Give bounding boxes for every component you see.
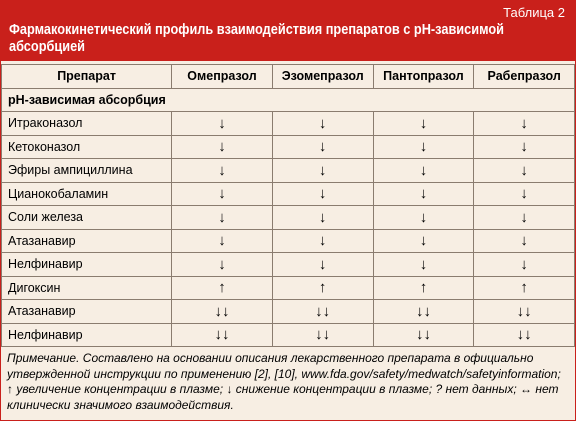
note-line2: утвержденной инструкции по применению [2], [10], www.fda.gov/safety/medwatch/safetyinformation; [7, 366, 561, 381]
table-title-line2: абсорбцией [9, 39, 86, 55]
interaction-cell: ↓ [272, 112, 373, 136]
interaction-table [1, 64, 575, 347]
drug-name-cell: Дигоксин [2, 276, 172, 300]
interaction-cell: ↓ [272, 135, 373, 159]
note-line1: Примечание. Составлено на основании описания лекарственного препарата в официально [7, 351, 534, 365]
column-header: Эзомепразол [272, 65, 373, 89]
interaction-cell: ↓ [172, 253, 273, 277]
note-line4: клинически значимого взаимодействия. [7, 397, 234, 412]
interaction-cell: ↓↓ [272, 323, 373, 347]
table-row [2, 182, 575, 206]
column-header: Препарат [2, 65, 172, 89]
table-row [2, 276, 575, 300]
table-row [2, 323, 575, 347]
drug-name-cell: Эфиры ампициллина [2, 159, 172, 183]
table-row [2, 300, 575, 324]
interaction-cell: ↑ [474, 276, 575, 300]
interaction-cell: ↓ [172, 206, 273, 230]
drug-name-cell: Соли железа [2, 206, 172, 230]
interaction-cell: ↓ [474, 182, 575, 206]
table-row [2, 229, 575, 253]
interaction-cell: ↓ [172, 112, 273, 136]
interaction-cell: ↓ [474, 112, 575, 136]
table-title-line1: Фармакокинетический профиль взаимодействия препаратов с pH-зависимой [9, 22, 504, 38]
table-title [9, 22, 504, 56]
interaction-cell: ↓ [474, 159, 575, 183]
drug-name-cell: Нелфинавир [2, 323, 172, 347]
interaction-cell: ↑ [373, 276, 474, 300]
drug-name-cell: Кетоконазол [2, 135, 172, 159]
interaction-cell: ↓ [373, 229, 474, 253]
column-header: Омепразол [172, 65, 273, 89]
interaction-cell: ↑ [272, 276, 373, 300]
drug-name-cell: Итраконазол [2, 112, 172, 136]
interaction-cell: ↓ [172, 135, 273, 159]
note-legend [7, 382, 567, 398]
interaction-cell: ↓↓ [373, 300, 474, 324]
table-number: Таблица 2 [503, 5, 565, 20]
drug-name-cell: Нелфинавир [2, 253, 172, 277]
table-note [7, 351, 567, 413]
interaction-cell: ↓↓ [474, 300, 575, 324]
column-header: Рабепразол [474, 65, 575, 89]
interaction-cell: ↓ [172, 229, 273, 253]
interaction-cell: ↓ [474, 253, 575, 277]
table-header-row [2, 65, 575, 89]
interaction-cell: ↓ [172, 182, 273, 206]
table-row [2, 112, 575, 136]
interaction-cell: ↑ [172, 276, 273, 300]
legend-up-text: увеличение концентрации в плазме; [13, 382, 227, 396]
drug-name-cell: Атазанавир [2, 300, 172, 324]
interaction-cell: ↓ [474, 135, 575, 159]
interaction-cell: ↓↓ [272, 300, 373, 324]
table-row [2, 159, 575, 183]
interaction-cell: ↓↓ [474, 323, 575, 347]
interaction-cell: ↓ [172, 159, 273, 183]
legend-down-text: снижение концентрации в плазме; ? нет данных; [232, 382, 520, 396]
drug-name-cell: Атазанавир [2, 229, 172, 253]
interaction-cell: ↓ [272, 182, 373, 206]
interaction-cell: ↓ [272, 229, 373, 253]
interaction-cell: ↓↓ [172, 323, 273, 347]
table-row [2, 206, 575, 230]
interaction-cell: ↓ [373, 182, 474, 206]
interaction-cell: ↓↓ [172, 300, 273, 324]
interaction-cell: ↓ [373, 112, 474, 136]
interaction-cell: ↓ [373, 135, 474, 159]
interaction-cell: ↓ [474, 206, 575, 230]
column-header: Пантопразол [373, 65, 474, 89]
down-arrow-icon: ↓ [226, 382, 233, 396]
table-header [1, 1, 575, 61]
table-row [2, 253, 575, 277]
section-row [2, 88, 575, 112]
interaction-cell: ↓ [272, 159, 373, 183]
interaction-cell: ↓ [373, 253, 474, 277]
interaction-cell: ↓ [474, 229, 575, 253]
section-label: pH-зависимая абсорбция [2, 88, 575, 112]
interaction-cell: ↓ [373, 159, 474, 183]
table-row [2, 135, 575, 159]
interaction-cell: ↓ [373, 206, 474, 230]
double-arrow-icon: ↔ [520, 382, 532, 396]
legend-none-text: нет [532, 382, 559, 396]
interaction-cell: ↓ [272, 206, 373, 230]
interaction-cell: ↓↓ [373, 323, 474, 347]
interaction-cell: ↓ [272, 253, 373, 277]
drug-name-cell: Цианокобаламин [2, 182, 172, 206]
up-arrow-icon: ↑ [7, 382, 13, 396]
